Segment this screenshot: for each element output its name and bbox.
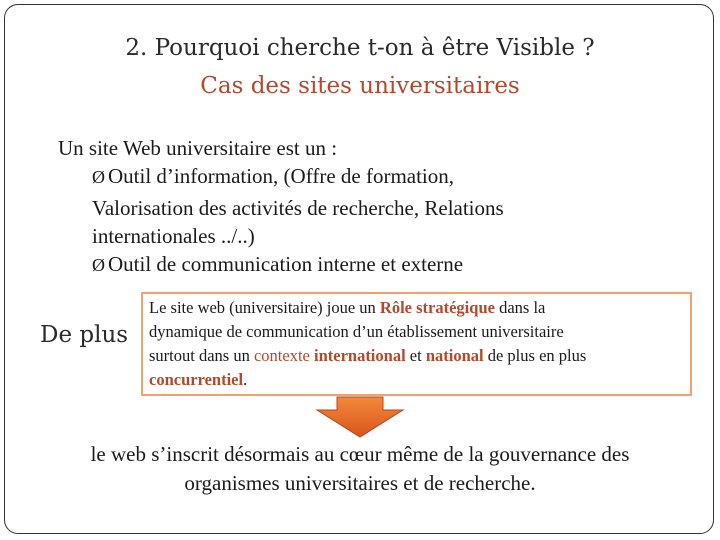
intro-text: Un site Web universitaire est un : xyxy=(58,136,338,160)
callout-line xyxy=(149,344,684,368)
callout-line xyxy=(149,320,684,344)
bullet-text: Outil d’information, (Offre de formation, xyxy=(108,164,455,188)
arrow-bullet-icon: Ø xyxy=(92,255,105,275)
bullet-item-information xyxy=(92,162,454,191)
bullet-continuation: internationales ../..) xyxy=(92,224,255,248)
callout-box xyxy=(141,292,692,396)
bullet-continuation: Valorisation des activités de recherche, Relations xyxy=(92,196,504,220)
highlight-international: international xyxy=(313,346,406,365)
callout-text: dynamique de communication d’un établissement universitaire xyxy=(149,322,564,341)
highlight-national: national xyxy=(425,346,484,365)
conclusion-text: organismes universitaires et de recherche. xyxy=(184,471,536,495)
slide-title: 2. Pourquoi cherche t-on à être Visible ? xyxy=(125,35,595,61)
callout-line xyxy=(149,368,684,392)
bullet-item-communication xyxy=(92,250,463,279)
callout-text: surtout dans un xyxy=(149,346,254,365)
down-arrow-icon xyxy=(315,396,405,438)
slide-subtitle: Cas des sites universitaires xyxy=(200,73,520,99)
callout-line xyxy=(149,296,684,320)
callout-text: Le site web (universitaire) joue un xyxy=(149,298,380,317)
callout-text: . xyxy=(243,370,248,389)
conclusion-text: le web s’inscrit désormais au cœur même de la gouvernance des xyxy=(90,442,630,466)
arrow-bullet-icon: Ø xyxy=(92,167,105,187)
highlight-concurrentiel: concurrentiel xyxy=(149,370,244,389)
side-label: De plus xyxy=(40,322,129,348)
callout-text: dans la xyxy=(494,298,546,317)
highlight-context: contexte xyxy=(253,346,310,365)
callout-text: de plus en plus xyxy=(483,346,587,365)
highlight-role: Rôle stratégique xyxy=(379,298,495,317)
bullet-text: Outil de communication interne et externe xyxy=(108,252,464,276)
callout-text: et xyxy=(405,346,426,365)
